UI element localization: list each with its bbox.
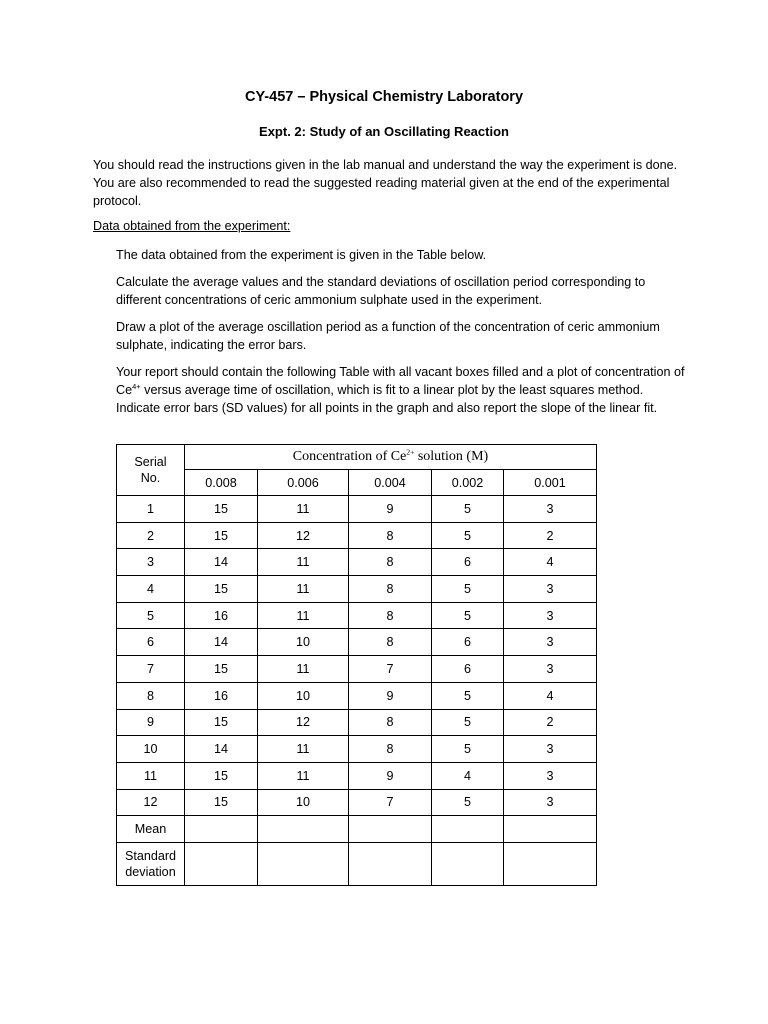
value-cell: 11 [258,576,349,603]
mean-value-cell [185,816,258,843]
concentration-header-cell: 0.002 [432,470,504,496]
value-cell: 10 [258,629,349,656]
table-header-row [117,445,597,470]
table-row [117,656,597,683]
table-row [117,736,597,763]
paragraph-report-text: Your report should contain the following Table with all vacant boxes filled and a plot of concentration of Ce [116,365,685,397]
paragraph-calculate: Calculate the average values and the standard deviations of oscillation period corresponding to different concentrations of ceric ammonium sulphate used in the experiment. [116,275,646,307]
value-cell: 5 [432,789,504,816]
table-row [117,709,597,736]
serial-cell: 10 [117,736,185,763]
experiment-subtitle: Expt. 2: Study of an Oscillating Reaction [259,124,509,139]
concentration-header-unit: solution (M) [414,449,489,464]
serial-header [117,445,185,496]
value-cell: 8 [349,709,432,736]
mean-value-cell [349,816,432,843]
value-cell: 10 [258,682,349,709]
table-row [117,602,597,629]
value-cell: 5 [432,496,504,523]
paragraph-report-text-cont: versus average time of oscillation, which is fit to a linear plot by the least squares method. Indicate error bars (SD values) for all points in the graph and also report the slope of the linear fit. [116,383,658,415]
sd-value-cell [504,843,597,886]
value-cell: 16 [185,602,258,629]
concentration-header-superscript: 2+ [406,447,415,457]
value-cell: 5 [432,709,504,736]
value-cell: 14 [185,736,258,763]
section-heading: Data obtained from the experiment: [93,219,291,233]
sd-value-cell [349,843,432,886]
paragraph-report-superscript: 4+ [132,381,141,391]
serial-cell: 11 [117,762,185,789]
data-table [116,444,597,886]
value-cell: 3 [504,576,597,603]
paragraph-data-given: The data obtained from the experiment is given in the Table below. [116,248,487,262]
value-cell: 8 [349,629,432,656]
document-title: CY-457 – Physical Chemistry Laboratory [244,89,524,105]
value-cell: 8 [349,549,432,576]
value-cell: 9 [349,496,432,523]
value-cell: 12 [258,709,349,736]
value-cell: 11 [258,496,349,523]
value-cell: 15 [185,656,258,683]
value-cell: 5 [432,682,504,709]
value-cell: 6 [432,629,504,656]
value-cell: 3 [504,789,597,816]
value-cell: 8 [349,576,432,603]
value-cell: 15 [185,496,258,523]
value-cell: 15 [185,789,258,816]
table-row [117,789,597,816]
value-cell: 11 [258,656,349,683]
serial-cell: 4 [117,576,185,603]
value-cell: 9 [349,682,432,709]
serial-header-line2: No. [140,471,161,485]
standard-deviation-label [117,843,185,886]
mean-row [117,816,597,843]
value-cell: 8 [349,602,432,629]
serial-cell: 5 [117,602,185,629]
sd-value-cell [432,843,504,886]
value-cell: 7 [349,656,432,683]
concentration-header-text: Concentration of Ce [292,449,407,464]
serial-cell: 8 [117,682,185,709]
concentration-header-cell: 0.001 [504,470,597,496]
value-cell: 3 [504,602,597,629]
mean-value-cell [504,816,597,843]
value-cell: 15 [185,762,258,789]
table-row [117,522,597,549]
value-cell: 15 [185,522,258,549]
value-cell: 8 [349,522,432,549]
paragraph-plot: Draw a plot of the average oscillation period as a function of the concentration of ceric ammonium sulphate, indicating the error bars. [116,320,660,352]
table-row [117,496,597,523]
value-cell: 14 [185,629,258,656]
value-cell: 5 [432,576,504,603]
concentration-header [185,445,597,470]
value-cell: 11 [258,602,349,629]
value-cell: 2 [504,709,597,736]
serial-header-line1: Serial [134,455,167,469]
table-row [117,576,597,603]
concentration-header-cell: 0.006 [258,470,349,496]
value-cell: 4 [504,682,597,709]
serial-cell: 1 [117,496,185,523]
value-cell: 5 [432,602,504,629]
sd-value-cell [258,843,349,886]
value-cell: 4 [432,762,504,789]
value-cell: 15 [185,576,258,603]
table-row [117,549,597,576]
value-cell: 6 [432,656,504,683]
serial-cell: 6 [117,629,185,656]
table-row [117,682,597,709]
value-cell: 3 [504,656,597,683]
value-cell: 5 [432,522,504,549]
value-cell: 6 [432,549,504,576]
value-cell: 3 [504,629,597,656]
value-cell: 11 [258,549,349,576]
table-row [117,762,597,789]
value-cell: 9 [349,762,432,789]
value-cell: 11 [258,736,349,763]
value-cell: 8 [349,736,432,763]
value-cell: 4 [504,549,597,576]
value-cell: 2 [504,522,597,549]
value-cell: 3 [504,736,597,763]
value-cell: 10 [258,789,349,816]
value-cell: 15 [185,709,258,736]
concentration-values-row [117,470,597,496]
value-cell: 5 [432,736,504,763]
standard-deviation-row [117,843,597,886]
serial-cell: 9 [117,709,185,736]
sd-label-line2: deviation [125,865,176,880]
serial-cell: 3 [117,549,185,576]
concentration-header-cell: 0.008 [185,470,258,496]
serial-cell: 12 [117,789,185,816]
value-cell: 12 [258,522,349,549]
mean-value-cell [432,816,504,843]
mean-value-cell [258,816,349,843]
sd-value-cell [185,843,258,886]
value-cell: 11 [258,762,349,789]
value-cell: 3 [504,762,597,789]
value-cell: 3 [504,496,597,523]
serial-cell: 7 [117,656,185,683]
paragraph-report [116,363,686,417]
concentration-header-cell: 0.004 [349,470,432,496]
mean-label: Mean [117,816,185,843]
value-cell: 14 [185,549,258,576]
intro-paragraph: You should read the instructions given in the lab manual and understand the way the experiment is done. You are also recommended to read the suggested reading material given at the end of the experimental protocol. [93,158,678,208]
sd-label-line1: Standard [124,849,177,864]
table-row [117,629,597,656]
value-cell: 7 [349,789,432,816]
serial-cell: 2 [117,522,185,549]
value-cell: 16 [185,682,258,709]
